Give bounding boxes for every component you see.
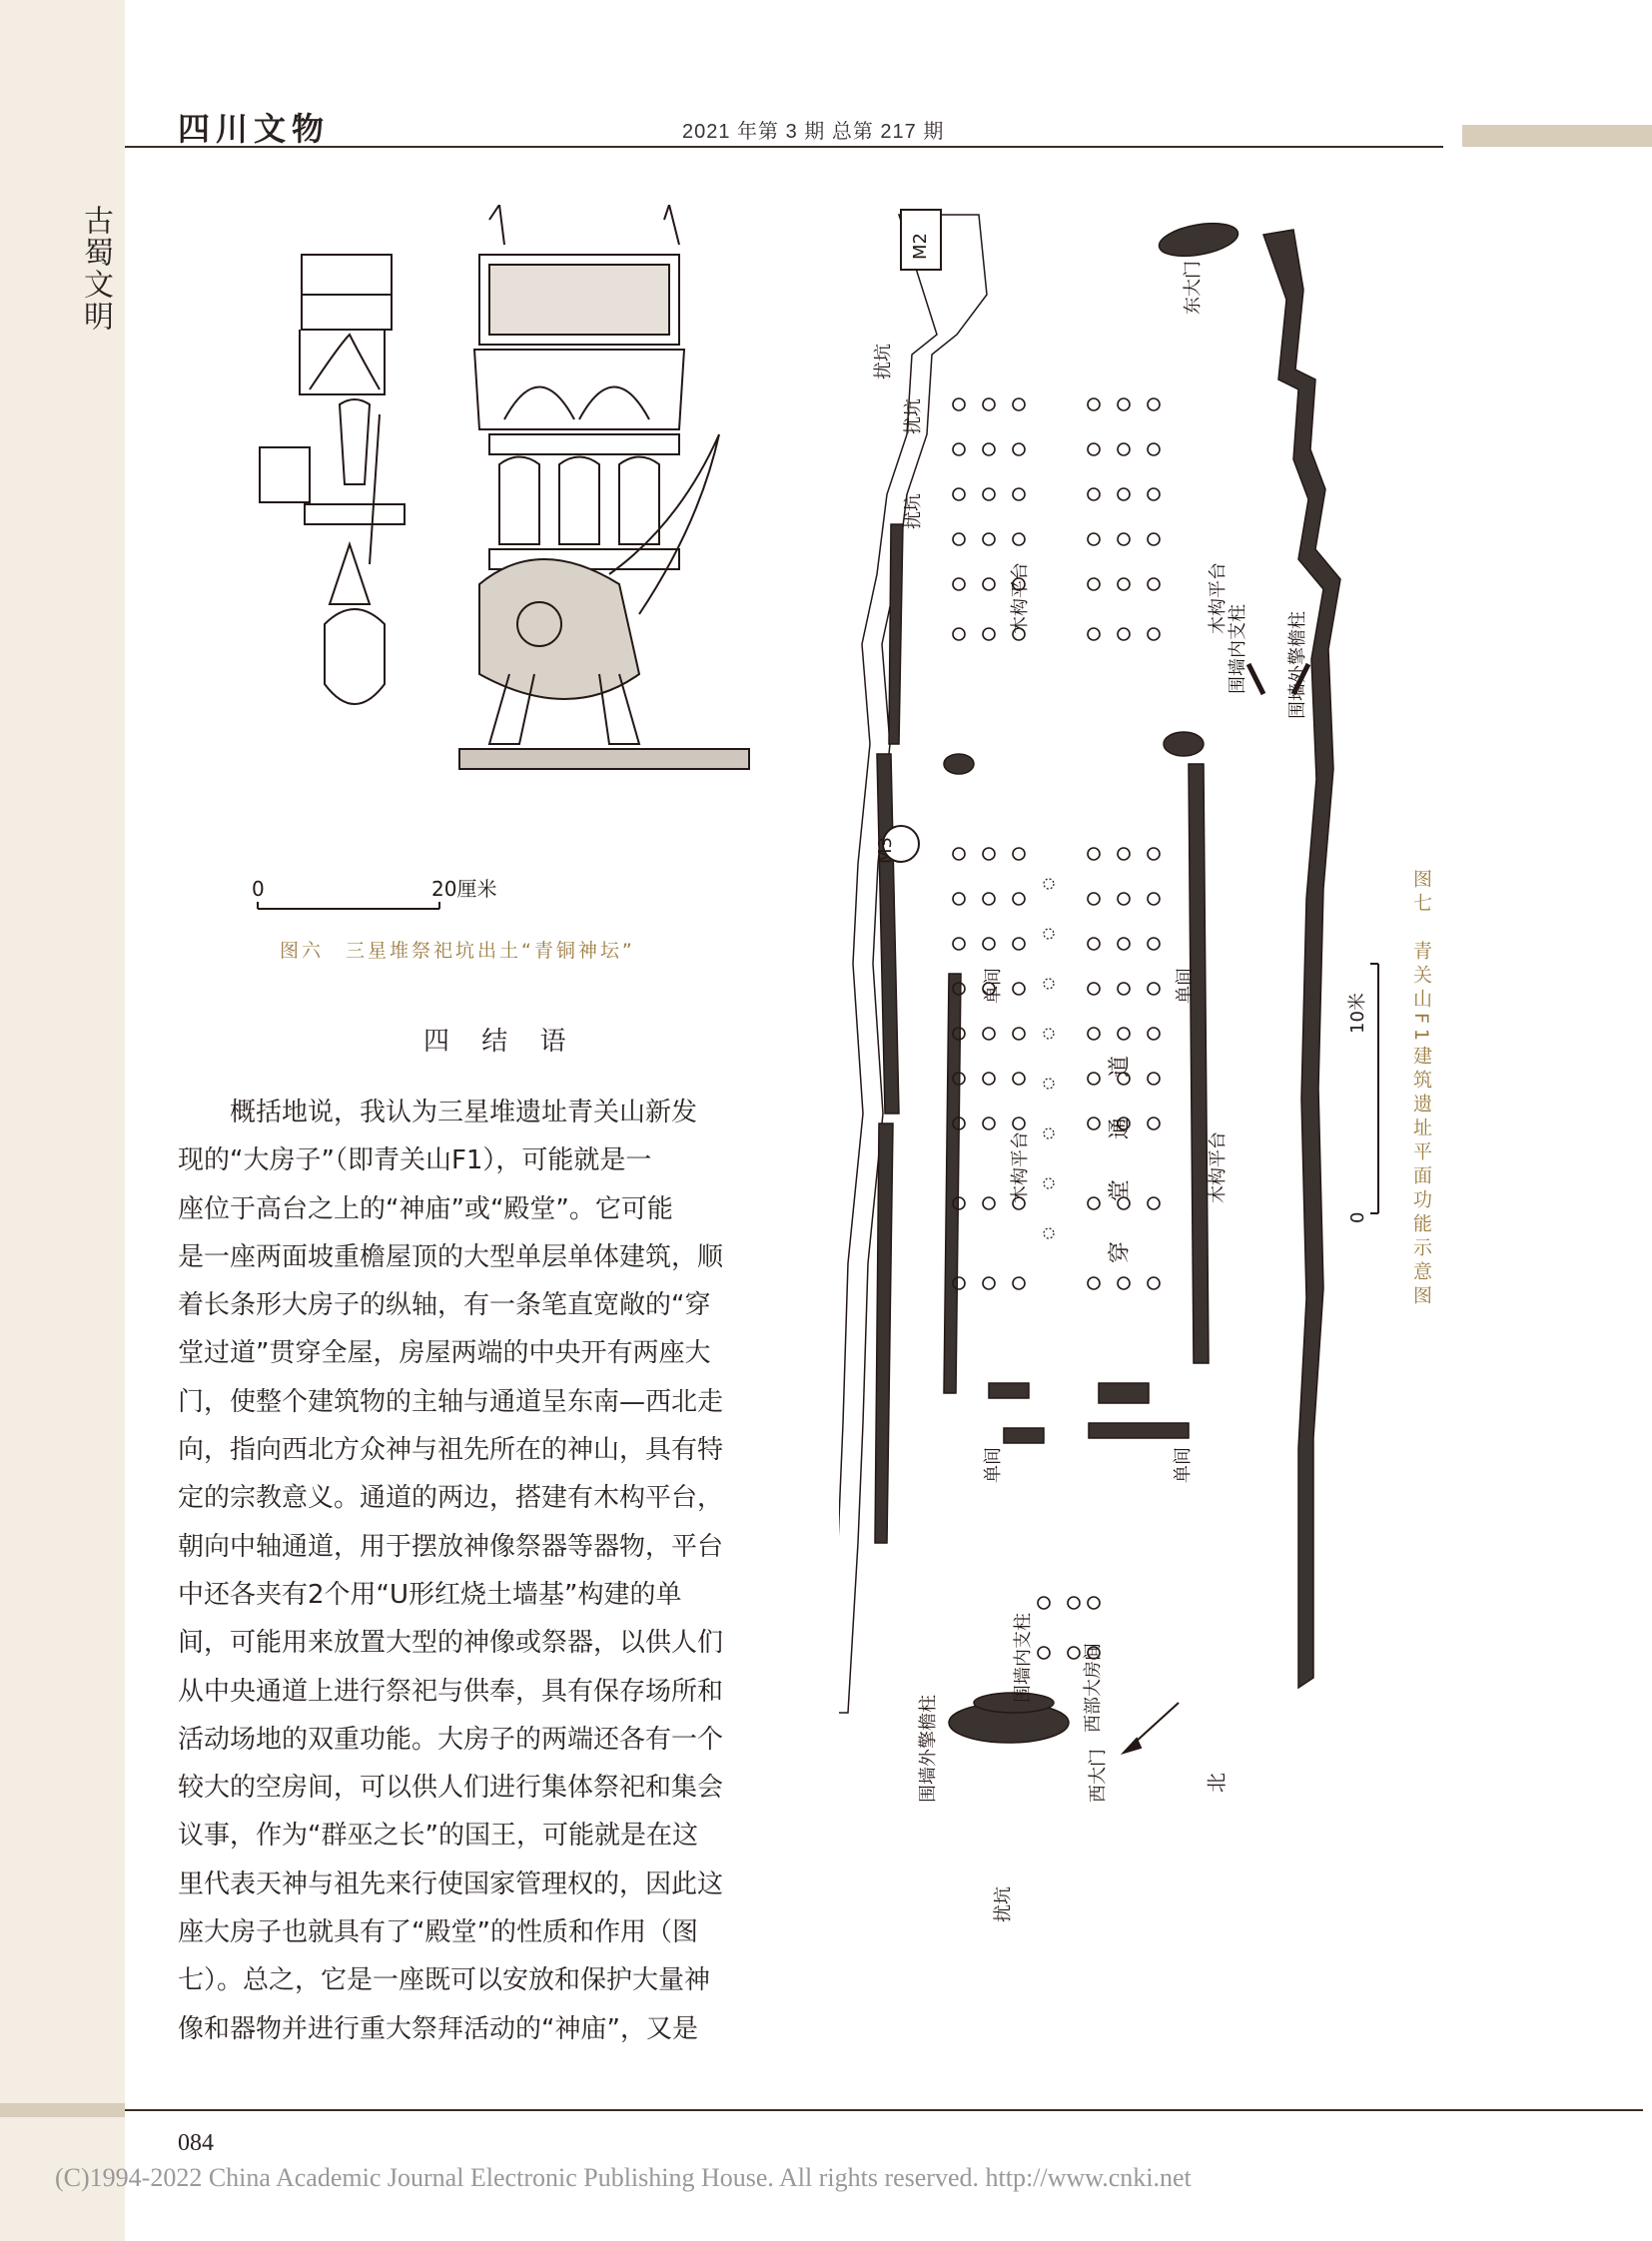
body-line: 着长条形大房子的纵轴，有一条笔直宽敞的“穿 (178, 1290, 711, 1321)
fig6-scale-start: 0 (252, 877, 265, 901)
fig6-left-base-block (260, 447, 310, 502)
fig7-label-disturb-pit-1: 扰坑 (873, 344, 894, 379)
body-line: 座大房子也就具有了“殿堂”的性质和作用（图 (178, 1917, 698, 1948)
fig6-scale-bar (258, 902, 439, 909)
figure6-caption: 图六 三星堆祭祀坑出土“青铜神坛” (280, 940, 635, 962)
fig6-kneeling-figures (499, 457, 659, 545)
issue-info: 2021 年第 3 期 总第 217 期 (682, 121, 945, 143)
body-line: 是一座两面坡重檐屋顶的大型单层单体建筑，顺 (178, 1241, 724, 1272)
footer-accent-tab (0, 2103, 125, 2117)
fig7-label-wood-platform-3: 木构平台 (1010, 1131, 1031, 1203)
fig6-left-roof-box (302, 255, 392, 295)
fig7-label-disturb-pit-3: 扰坑 (903, 493, 924, 529)
fig7-label-scale-ten: 10米 (1347, 993, 1368, 1034)
fig7-label-single-room-4: 单间 (1173, 1447, 1194, 1483)
fig7-label-west-outer-pillars: 围墙外擎檐柱 (918, 1695, 939, 1803)
fig7-label-single-room-2: 单间 (1175, 968, 1196, 1004)
fig7-scale-bar (1370, 964, 1378, 1213)
body-line: 像和器物并进行重大祭拜活动的“神庙”，又是 (178, 2013, 698, 2044)
fig7-label-east-gate: 东大门 (1183, 261, 1204, 315)
body-line: 向，指向西北方众神与祖先所在的神山，具有特 (178, 1435, 724, 1466)
fig7-west-outer-wall (839, 215, 987, 1713)
fig6-base (459, 749, 749, 769)
figure6-bronze-altar-drawing (240, 205, 759, 924)
body-line: 七）。总之，它是一座既可以安放和保护大量神 (178, 1965, 711, 1996)
fig7-label-north: 北 (1205, 1773, 1229, 1793)
fig7-single-room-wall-bottom-right (1099, 1383, 1149, 1403)
journal-logo: 四川文物 (178, 110, 331, 148)
fig7-label-wood-platform-4: 木构平台 (1208, 1131, 1229, 1203)
body-line: 间，可能用来放置大型的神像或祭器，以供人们 (178, 1628, 724, 1659)
fig7-label-wood-platform-2: 木构平台 (1208, 562, 1229, 634)
body-line: 定的宗教意义。通道的两边，搭建有木构平台， (178, 1483, 724, 1514)
fig7-label-scale-zero: 0 (1347, 1211, 1368, 1223)
fig7-label-west-inner-pillars: 围墙内支柱 (1013, 1613, 1034, 1703)
fig7-label-disturb-pit-2: 扰坑 (903, 398, 924, 434)
fig6-left-frieze (302, 295, 392, 330)
fig7-label-single-room-1: 单间 (983, 968, 1004, 1004)
body-line: 堂过道”贯穿全屋，房屋两端的中央开有两座大 (178, 1338, 711, 1369)
body-line: 活动场地的双重功能。大房子的两端还各有一个 (178, 1724, 724, 1755)
fig7-east-outer-wall (1263, 230, 1340, 1688)
fig7-label-east-outer-pillars: 围墙外擎檐柱 (1287, 611, 1308, 719)
left-margin-strip (0, 0, 125, 2241)
body-line: 朝向中轴通道，用于摆放神像祭器等器物，平台 (178, 1531, 724, 1562)
figure7-caption: 图七 青关山F1建筑遗址平面功能示意图 (1410, 869, 1432, 1310)
north-arrow-icon (1124, 1703, 1179, 1753)
fig7-label-single-room-3: 单间 (983, 1447, 1004, 1483)
section-heading: 四 结 语 (423, 1027, 578, 1057)
body-line: 概括地说，我认为三星堆遗址青关山新发 (178, 1098, 698, 1127)
copyright-line: (C)1994-2022 China Academic Journal Electronic Publishing House. All rights reserved. http://www.cnki.net (55, 2163, 1192, 2192)
fig7-east-inner-wall (1189, 764, 1209, 1363)
column-title: 古蜀文明 (78, 205, 113, 333)
fig7-label-m2: M2 (910, 233, 931, 260)
fig7-label-west-room: 西部大房间 (1083, 1643, 1104, 1733)
fig7-passage-posts (1044, 879, 1054, 1238)
fig7-west-inner-wall (944, 974, 961, 1393)
figure7-site-plan (839, 205, 1438, 1982)
footer-rule (125, 2109, 1643, 2111)
page-number: 084 (178, 2130, 214, 2156)
fig7-label-wood-platform-1: 木构平台 (1010, 562, 1031, 634)
fig7-label-passage: 穿堂通道 (1108, 1015, 1133, 1263)
fig7-label-east-inner-pillars: 围墙内支柱 (1228, 604, 1248, 694)
body-line: 从中央通道上进行祭祀与供奉，具有保存场所和 (178, 1676, 724, 1707)
body-paragraph (178, 1089, 787, 2053)
body-line: 较大的空房间，可以供人们进行集体祭祀和集会 (178, 1773, 724, 1804)
fig6-left-beast (325, 609, 385, 704)
body-line: 门，使整个建筑物的主轴与通道呈东南—西北走 (178, 1386, 724, 1417)
fig6-scale-end: 20厘米 (431, 877, 497, 901)
fig7-single-room-wall-bottom-left (989, 1383, 1029, 1398)
fig6-left-figure (340, 399, 370, 484)
fig7-label-west-gate: 西大门 (1088, 1749, 1109, 1803)
body-line: 里代表天神与祖先来行使国家管理权的，因此这 (178, 1868, 724, 1899)
body-line: 座位于高台之上的“神庙”或“殿堂”。它可能 (178, 1193, 673, 1224)
fig7-west-wall-debris (875, 524, 903, 1543)
fig6-beast-body (479, 559, 639, 699)
fig7-label-disturb-pit-4: 扰坑 (993, 1886, 1014, 1922)
body-line: 议事，作为“群巫之长”的国王，可能就是在这 (178, 1821, 698, 1852)
body-line: 现的“大房子”（即青关山F1），可能就是一 (178, 1145, 652, 1176)
body-line: 中还各夹有2个用“U形红烧土墙基”构建的单 (178, 1579, 682, 1610)
fig7-label-m3: M3 (875, 837, 896, 864)
header-accent-tab (1462, 125, 1652, 147)
